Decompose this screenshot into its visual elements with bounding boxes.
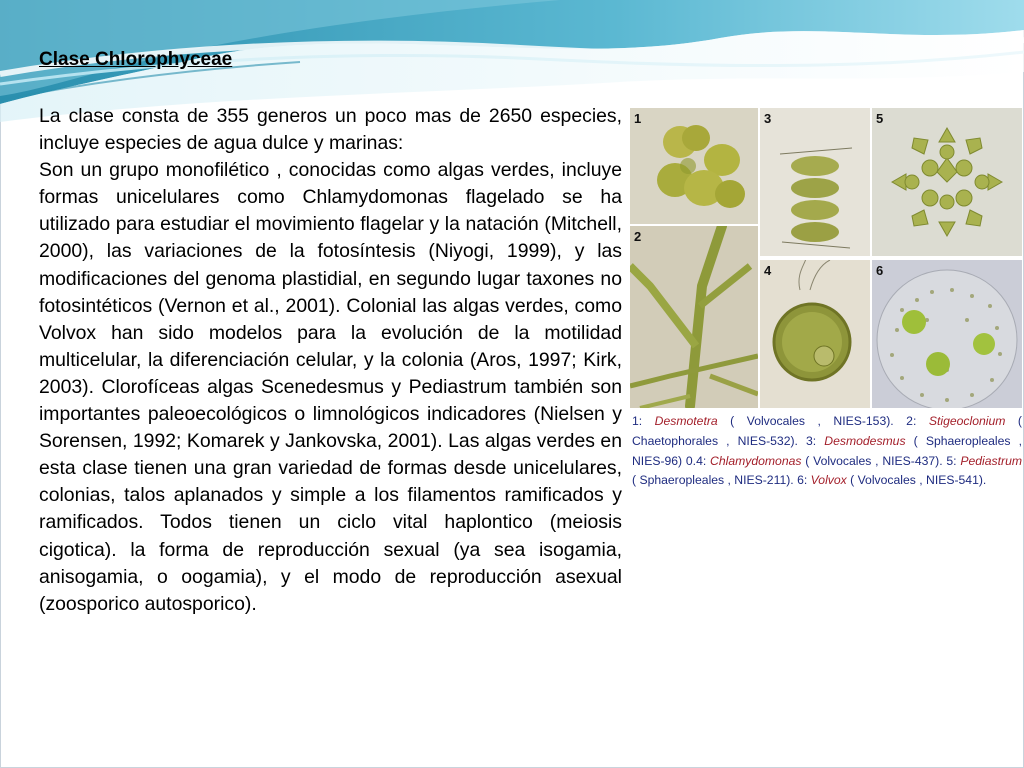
micrograph-6: [872, 260, 1022, 408]
micrograph-5: [872, 108, 1022, 256]
micrograph-1: [630, 108, 758, 224]
panel-number-5: 5: [876, 111, 884, 126]
micrograph-4: [760, 260, 870, 408]
body-paragraph-2: Son un grupo monofilético , conocidas como algas verdes, incluye formas unicelulares como Chlamydomonas flagelado se ha utilizado para estudiar el movimiento flagelar y la natación (Mitchell, 2000), las variaciones de la fotosíntesis (Niyogi, 1999), y las modificaciones del genoma plastidial, en segundo lugar taxones no fotosintéticos (Vernon et al., 2001). Colonial las algas verdes, como Volvox han sido modelos para la evolución de la motilidad multicelular, la diferenciación celular, y la colonia (Aros, 1997; Kirk, 2003). Clorofíceas algas Scenedesmus y Pediastrum también son importantes paleoecológicos o limnológicos indicadores (Nielsen y Sorensen, 1992; Komarek y Jankovska, 2001). Las algas verdes en esta clase tienen una gran variedad de formas desde unicelulares, colonias, talos aplanados y simple a los filamentos ramificados y ramificados. Todos tienen un ciclo vital haplontico (meiosis cigotica). la forma de reproducción sexual (ya sea isogamia, anisogamia, o oogamia), y el modo de reproducción asexual (zoosporico autosporico).: [39, 159, 622, 615]
figure-caption: 1: Desmotetra ( Volvocales , NIES-153). 2: Stigeoclonium ( Chaetophorales , NIES-532). 3: Desmodesmus ( Sphaeropleales , NIES-96) 0.4: Chlamydomonas ( Volvocales , NIES-437). 5: Pediastrum ( Sphaeropleales , NIES-211). 6: Volvox ( Volvocales , NIES-541).: [632, 414, 1022, 488]
panel-number-1: 1: [634, 111, 642, 126]
panel-number-4: 4: [764, 263, 772, 278]
micrograph-3: [760, 108, 870, 256]
panel-number-3: 3: [764, 111, 772, 126]
slide-body: [39, 103, 622, 618]
panel-number-6: 6: [876, 263, 884, 278]
algae-figure: [630, 108, 1022, 512]
micrograph-grid: [630, 108, 1022, 408]
panel-number-2: 2: [634, 229, 642, 244]
slide-title: Clase Chlorophyceae: [39, 49, 233, 70]
micrograph-2: [630, 226, 758, 408]
body-paragraph-1: La clase consta de 355 generos un poco mas de 2650 especies, incluye especies de agua dulce y marinas:: [39, 105, 622, 155]
